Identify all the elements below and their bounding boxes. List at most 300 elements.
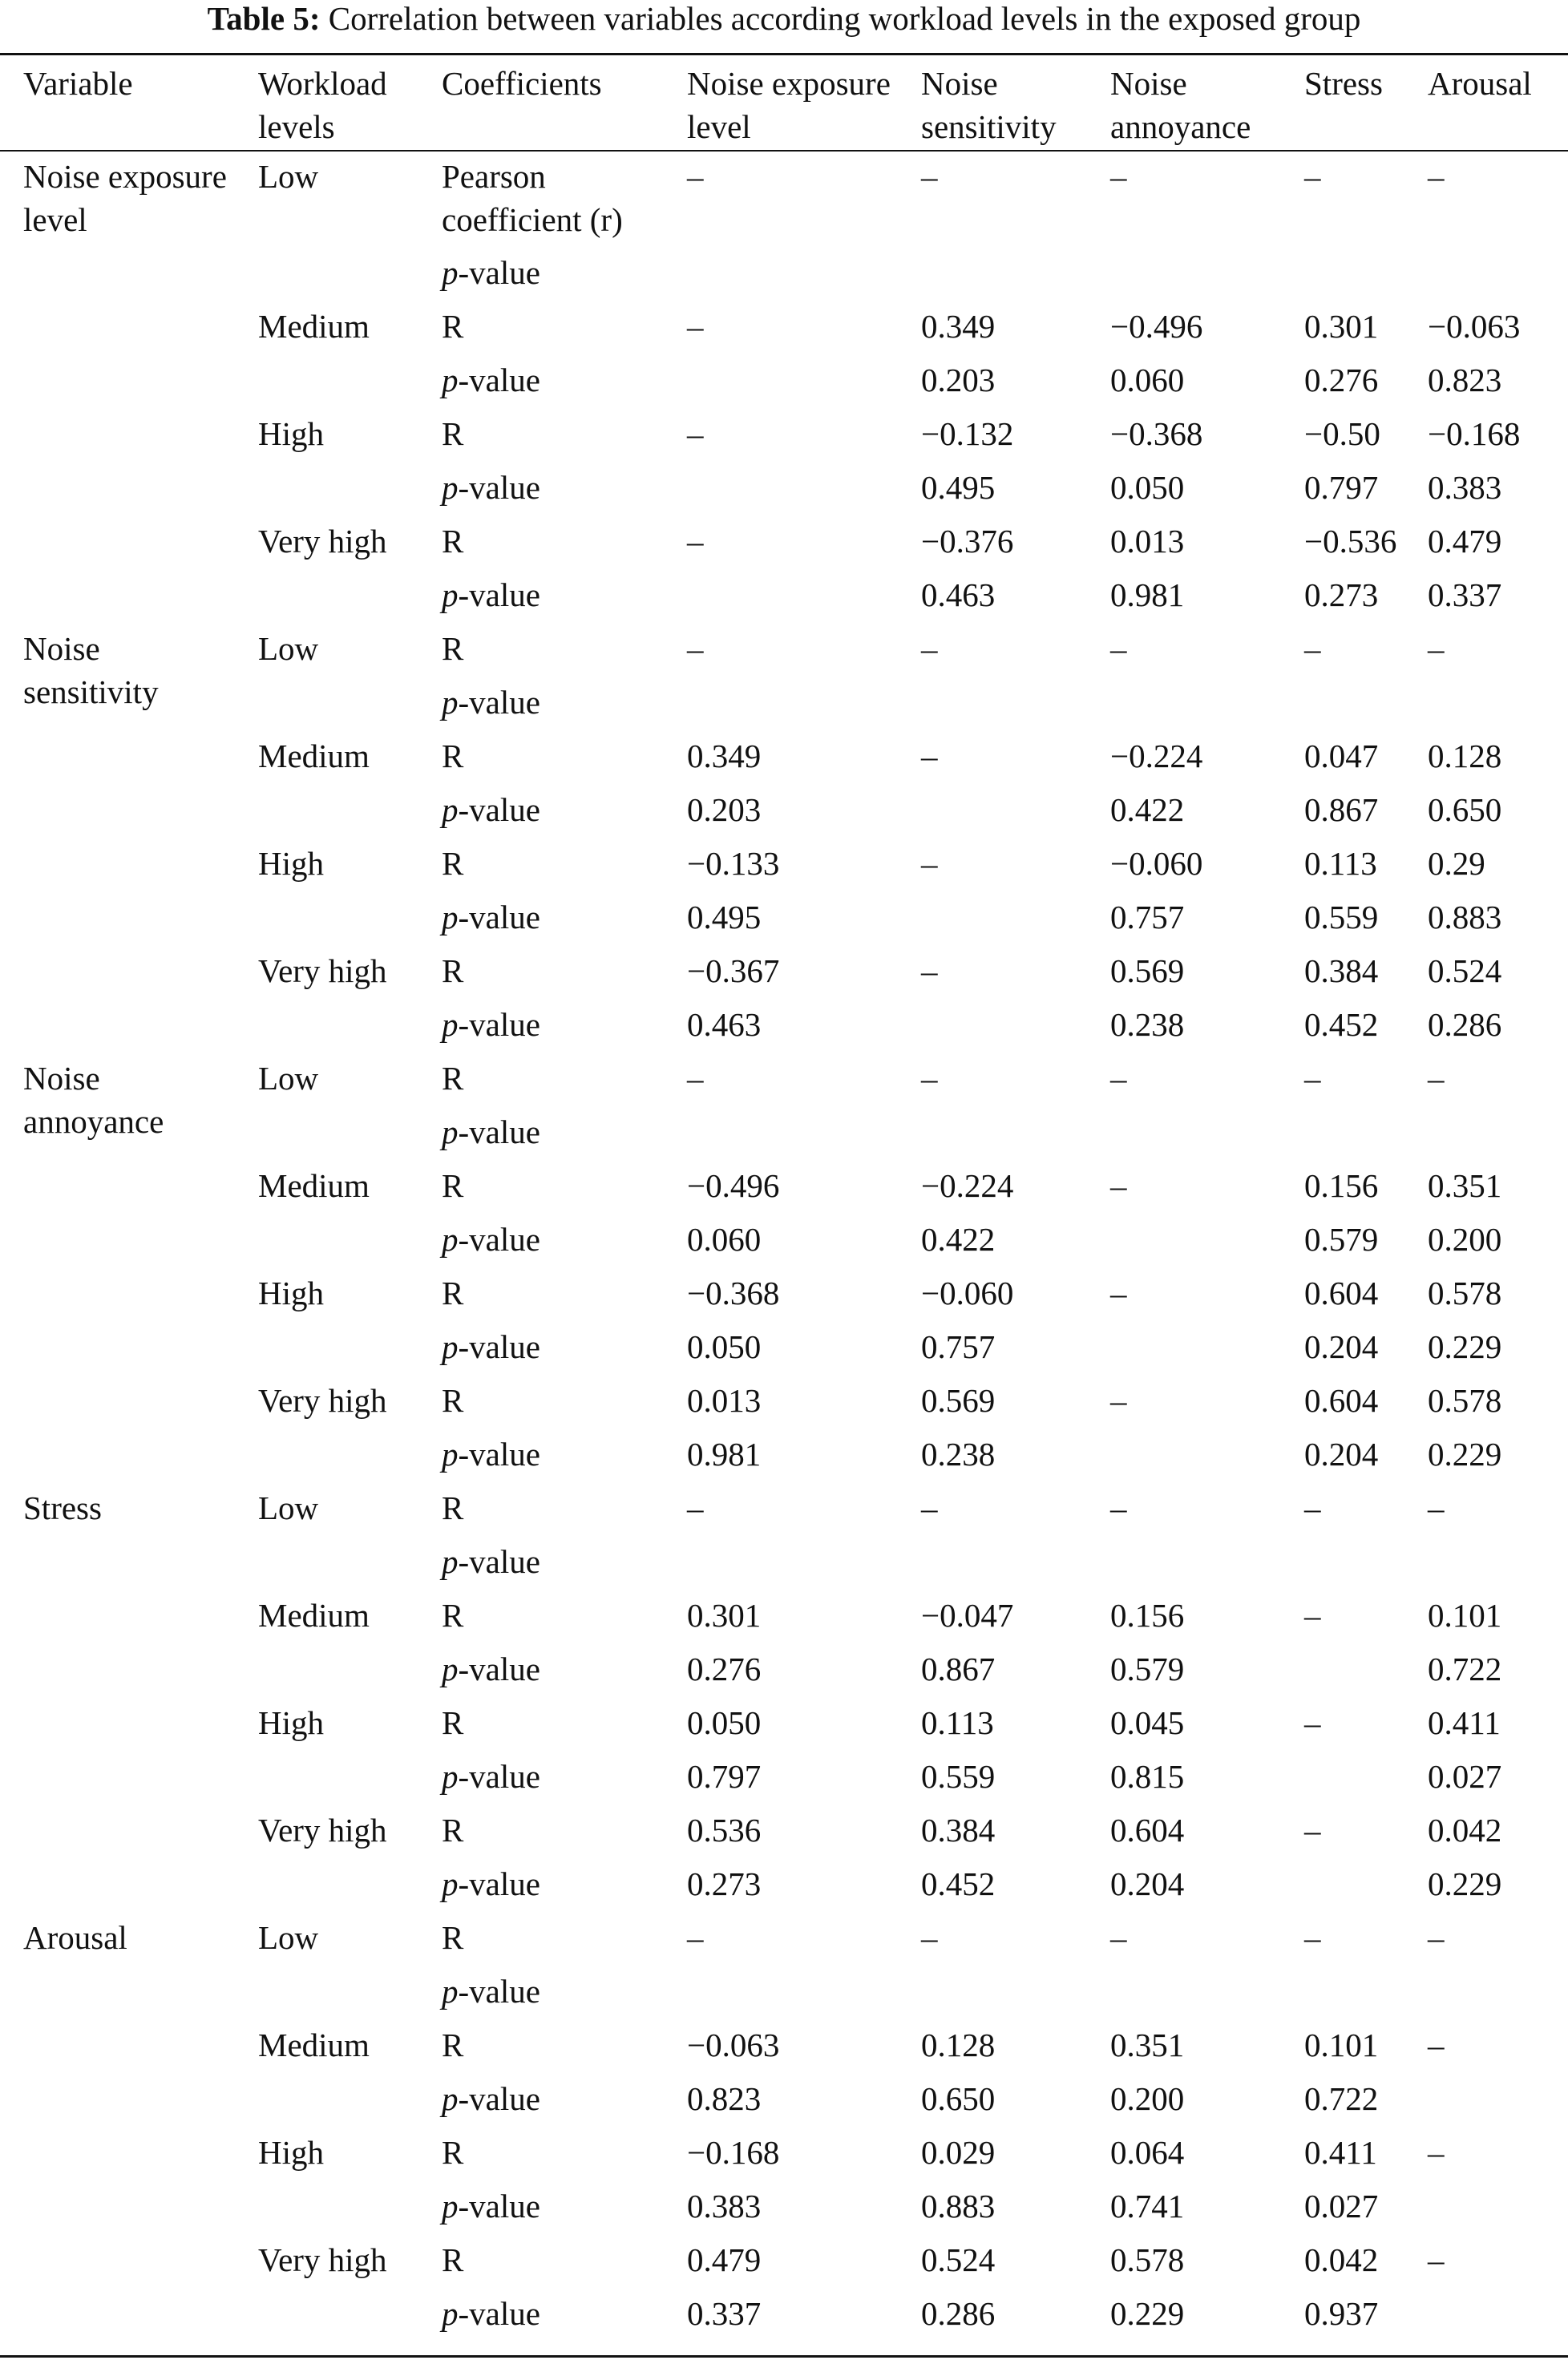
value-cell: −0.132	[921, 415, 1014, 452]
value-cell: 0.883	[921, 2188, 996, 2225]
value-cell: 0.203	[921, 362, 996, 398]
workload-level-cell	[235, 2072, 418, 2126]
coefficient-cell: p-value	[442, 1651, 540, 1687]
table-row	[0, 1267, 1568, 1320]
value-cell	[664, 1965, 898, 2019]
variable-cell	[0, 2126, 235, 2180]
value-cell: 0.422	[921, 1221, 996, 1258]
value-cell: −0.063	[1428, 308, 1521, 345]
value-cell	[1404, 2180, 1568, 2233]
coefficient-cell: R	[442, 1597, 464, 1634]
variable-cell	[0, 1320, 235, 1374]
value-cell: 0.204	[1110, 1865, 1185, 1902]
table-row	[0, 2233, 1568, 2287]
value-cell: 0.101	[1428, 1597, 1502, 1634]
coefficient-cell: R	[442, 1382, 464, 1419]
value-cell	[1404, 676, 1568, 729]
coefficient-cell: R	[442, 523, 464, 560]
variable-cell	[0, 1965, 235, 2019]
table-row	[0, 1105, 1568, 1159]
value-cell: –	[687, 523, 704, 560]
value-cell: 0.203	[687, 791, 762, 828]
value-cell: –	[1304, 1704, 1321, 1741]
table-row	[0, 944, 1568, 998]
value-cell: −0.168	[1428, 415, 1521, 452]
value-cell	[664, 246, 898, 300]
coefficient-cell: p-value	[442, 1006, 540, 1043]
value-cell: 0.064	[1110, 2134, 1185, 2171]
value-cell	[898, 891, 1087, 944]
value-cell	[664, 1105, 898, 1159]
workload-level-cell	[235, 461, 418, 515]
column-header: Workload levels	[258, 65, 387, 145]
value-cell: 0.286	[1428, 1006, 1502, 1043]
value-cell	[1087, 1320, 1281, 1374]
value-cell: –	[1110, 1060, 1127, 1097]
value-cell: 0.578	[1110, 2241, 1185, 2278]
table-row	[0, 1750, 1568, 1804]
table-row	[0, 1643, 1568, 1696]
table-row	[0, 2072, 1568, 2126]
table-row	[0, 1857, 1568, 1911]
variable-label: Arousal	[23, 1919, 127, 1956]
workload-level-cell: Medium	[258, 308, 370, 345]
value-cell	[898, 998, 1087, 1052]
value-cell: 0.757	[921, 1328, 996, 1365]
workload-level-cell	[235, 1965, 418, 2019]
value-cell: −0.047	[921, 1597, 1014, 1634]
value-cell: 0.937	[1304, 2295, 1379, 2332]
value-cell	[1087, 676, 1281, 729]
table-row	[0, 1589, 1568, 1643]
value-cell	[1281, 676, 1404, 729]
value-cell: –	[1304, 1060, 1321, 1097]
workload-level-cell: Low	[258, 630, 319, 667]
value-cell: 0.156	[1110, 1597, 1185, 1634]
value-cell: 0.524	[921, 2241, 996, 2278]
value-cell: 0.200	[1428, 1221, 1502, 1258]
value-cell: –	[1304, 630, 1321, 667]
workload-level-cell: Low	[258, 1060, 319, 1097]
value-cell	[1281, 1857, 1404, 1911]
value-cell	[898, 676, 1087, 729]
coefficient-cell: R	[442, 630, 464, 667]
coefficient-cell: p-value	[442, 899, 540, 936]
workload-level-cell: High	[258, 1704, 324, 1741]
value-cell: 0.045	[1110, 1704, 1185, 1741]
value-cell: −0.50	[1304, 415, 1380, 452]
value-cell	[1087, 1965, 1281, 2019]
value-cell: 0.383	[1428, 469, 1502, 506]
value-cell: −0.496	[1110, 308, 1203, 345]
value-cell: 0.578	[1428, 1275, 1502, 1311]
value-cell: –	[687, 1489, 704, 1526]
value-cell	[1281, 246, 1404, 300]
value-cell: –	[1428, 1919, 1445, 1956]
value-cell: 0.479	[687, 2241, 762, 2278]
workload-level-cell: Medium	[258, 1167, 370, 1204]
caption-text: Correlation between variables according workload levels in the exposed group	[328, 0, 1361, 37]
value-cell: 0.042	[1428, 1812, 1502, 1849]
coefficient-cell: R	[442, 845, 464, 882]
workload-level-cell	[235, 568, 418, 622]
value-cell	[664, 1535, 898, 1589]
coefficient-cell: p-value	[442, 254, 540, 291]
table-row	[0, 461, 1568, 515]
value-cell: 0.229	[1428, 1436, 1502, 1473]
value-cell: 0.536	[687, 1812, 762, 1849]
value-cell: −0.133	[687, 845, 780, 882]
value-cell	[1281, 1105, 1404, 1159]
value-cell: –	[1110, 1382, 1127, 1419]
value-cell: −0.367	[687, 952, 780, 989]
table-row	[0, 1804, 1568, 1857]
value-cell: –	[1428, 1060, 1445, 1097]
column-header: Arousal	[1428, 65, 1532, 102]
value-cell: 0.757	[1110, 899, 1185, 936]
variable-cell	[0, 622, 235, 710]
value-cell: –	[921, 630, 938, 667]
value-cell: 0.060	[687, 1221, 762, 1258]
value-cell: 0.722	[1304, 2080, 1379, 2117]
value-cell: −0.368	[1110, 415, 1203, 452]
header-row	[0, 55, 1568, 150]
variable-cell	[0, 1535, 235, 1589]
value-cell: 0.569	[1110, 952, 1185, 989]
value-cell	[898, 1965, 1087, 2019]
value-cell: 0.604	[1304, 1382, 1379, 1419]
value-cell: 0.349	[687, 738, 762, 774]
variable-cell	[0, 407, 235, 461]
value-cell: –	[1304, 1919, 1321, 1956]
value-cell: 0.349	[921, 308, 996, 345]
coefficient-cell: p-value	[442, 1436, 540, 1473]
variable-cell	[0, 1428, 235, 1481]
value-cell	[1087, 1213, 1281, 1267]
workload-level-cell	[235, 354, 418, 407]
table-row	[0, 676, 1568, 729]
value-cell	[1281, 1643, 1404, 1696]
value-cell: 0.050	[687, 1328, 762, 1365]
value-cell: 0.013	[687, 1382, 762, 1419]
coefficient-cell: R	[442, 1812, 464, 1849]
value-cell: 0.867	[921, 1651, 996, 1687]
value-cell	[1087, 1428, 1281, 1481]
value-cell: 0.867	[1304, 791, 1379, 828]
value-cell: –	[1304, 158, 1321, 195]
value-cell: −0.224	[921, 1167, 1014, 1204]
workload-level-cell	[235, 1535, 418, 1589]
table-caption	[0, 0, 1568, 36]
value-cell: 0.050	[1110, 469, 1185, 506]
value-cell: 0.579	[1110, 1651, 1185, 1687]
value-cell: –	[1428, 1489, 1445, 1526]
value-cell: 0.273	[687, 1865, 762, 1902]
workload-level-cell	[235, 1213, 418, 1267]
value-cell: 0.823	[1428, 362, 1502, 398]
value-cell: –	[1110, 1919, 1127, 1956]
value-cell: 0.238	[921, 1436, 996, 1473]
variable-cell	[0, 1804, 235, 1857]
value-cell: –	[921, 738, 938, 774]
value-cell	[1404, 1105, 1568, 1159]
table-row	[0, 1911, 1568, 1965]
value-cell: −0.368	[687, 1275, 780, 1311]
coefficient-cell: R	[442, 1167, 464, 1204]
workload-level-cell	[235, 2180, 418, 2233]
variable-cell	[0, 354, 235, 407]
variable-cell	[0, 2019, 235, 2072]
value-cell: 0.383	[687, 2188, 762, 2225]
coefficient-cell: R	[442, 1060, 464, 1097]
variable-cell	[0, 568, 235, 622]
value-cell: 0.495	[921, 469, 996, 506]
value-cell: −0.063	[687, 2027, 780, 2063]
value-cell: 0.229	[1428, 1865, 1502, 1902]
variable-cell	[0, 2180, 235, 2233]
table-row	[0, 1481, 1568, 1535]
value-cell	[1404, 1535, 1568, 1589]
table-row	[0, 407, 1568, 461]
value-cell	[898, 1105, 1087, 1159]
value-cell: 0.29	[1428, 845, 1485, 882]
table-row	[0, 2180, 1568, 2233]
value-cell: 0.604	[1304, 1275, 1379, 1311]
workload-level-cell: Low	[258, 1919, 319, 1956]
coefficient-cell: p-value	[442, 1113, 540, 1150]
table-body	[0, 150, 1568, 2341]
value-cell: 0.559	[1304, 899, 1379, 936]
value-cell: 0.238	[1110, 1006, 1185, 1043]
value-cell: –	[921, 1919, 938, 1956]
value-cell: 0.273	[1304, 576, 1379, 613]
value-cell: −0.060	[921, 1275, 1014, 1311]
coefficient-cell: p-value	[442, 2188, 540, 2225]
value-cell: 0.452	[1304, 1006, 1379, 1043]
value-cell: 0.128	[1428, 738, 1502, 774]
value-cell: 0.495	[687, 899, 762, 936]
value-cell: 0.797	[687, 1758, 762, 1795]
table-row	[0, 622, 1568, 676]
table-row	[0, 1320, 1568, 1374]
value-cell: 0.050	[687, 1704, 762, 1741]
coefficient-cell: Pearson coefficient (r)	[442, 158, 623, 238]
coefficient-cell: R	[442, 1489, 464, 1526]
value-cell	[664, 461, 898, 515]
variable-cell	[0, 891, 235, 944]
coefficient-cell: p-value	[442, 1865, 540, 1902]
value-cell: 0.286	[921, 2295, 996, 2332]
value-cell: –	[687, 308, 704, 345]
value-cell: 0.650	[921, 2080, 996, 2117]
table-row	[0, 2019, 1568, 2072]
value-cell: 0.351	[1428, 1167, 1502, 1204]
workload-level-cell	[235, 891, 418, 944]
value-cell: 0.722	[1428, 1651, 1502, 1687]
variable-label: Noise exposure level	[23, 158, 227, 238]
table-row	[0, 568, 1568, 622]
value-cell	[664, 354, 898, 407]
value-cell: 0.156	[1304, 1167, 1379, 1204]
value-cell: 0.569	[921, 1382, 996, 1419]
column-header: Noise exposure level	[687, 65, 891, 145]
coefficient-cell: R	[442, 1919, 464, 1956]
workload-level-cell	[235, 998, 418, 1052]
variable-cell	[0, 1159, 235, 1213]
value-cell: 0.013	[1110, 523, 1185, 560]
value-cell: –	[1304, 1597, 1321, 1634]
value-cell: 0.200	[1110, 2080, 1185, 2117]
value-cell: 0.060	[1110, 362, 1185, 398]
coefficient-cell: p-value	[442, 2295, 540, 2332]
workload-level-cell: High	[258, 1275, 324, 1311]
correlation-table	[0, 55, 1568, 2341]
workload-level-cell	[235, 246, 418, 300]
workload-level-cell	[235, 783, 418, 837]
coefficient-cell: R	[442, 308, 464, 345]
variable-cell	[0, 837, 235, 891]
variable-cell	[0, 2233, 235, 2287]
table-row	[0, 998, 1568, 1052]
value-cell	[1404, 2287, 1568, 2341]
value-cell: –	[921, 158, 938, 195]
table-row	[0, 1428, 1568, 1481]
variable-cell	[0, 515, 235, 568]
variable-cell	[0, 1643, 235, 1696]
workload-level-cell: Low	[258, 1489, 319, 1526]
workload-level-cell: Very high	[258, 952, 387, 989]
value-cell: 0.579	[1304, 1221, 1379, 1258]
value-cell: 0.128	[921, 2027, 996, 2063]
table-row	[0, 1052, 1568, 1105]
table-row	[0, 1696, 1568, 1750]
coefficient-cell: R	[442, 952, 464, 989]
variable-cell	[0, 150, 235, 246]
coefficient-cell: R	[442, 2027, 464, 2063]
value-cell: –	[1428, 2134, 1445, 2171]
value-cell: –	[1110, 1167, 1127, 1204]
value-cell	[1404, 246, 1568, 300]
value-cell: 0.797	[1304, 469, 1379, 506]
table-row	[0, 783, 1568, 837]
workload-level-cell: Low	[258, 158, 319, 195]
value-cell: –	[687, 415, 704, 452]
value-cell: –	[687, 1060, 704, 1097]
coefficient-cell: R	[442, 1275, 464, 1311]
value-cell	[664, 676, 898, 729]
workload-level-cell	[235, 2287, 418, 2341]
table-row	[0, 354, 1568, 407]
value-cell: –	[687, 1919, 704, 1956]
caption-label: Table 5:	[207, 0, 321, 37]
variable-cell	[0, 1750, 235, 1804]
value-cell: 0.815	[1110, 1758, 1185, 1795]
value-cell: 0.741	[1110, 2188, 1185, 2225]
workload-level-cell	[235, 1320, 418, 1374]
coefficient-cell: p-value	[442, 362, 540, 398]
workload-level-cell: Very high	[258, 1812, 387, 1849]
column-header: Stress	[1304, 65, 1383, 102]
value-cell: –	[921, 952, 938, 989]
table-row	[0, 246, 1568, 300]
coefficient-cell: R	[442, 738, 464, 774]
table-row	[0, 150, 1568, 246]
table-row	[0, 2126, 1568, 2180]
workload-level-cell: High	[258, 2134, 324, 2171]
table-row	[0, 1374, 1568, 1428]
value-cell	[1087, 1105, 1281, 1159]
column-header: Variable	[23, 65, 133, 102]
value-cell: –	[687, 158, 704, 195]
value-cell: 0.604	[1110, 1812, 1185, 1849]
value-cell: –	[921, 1060, 938, 1097]
variable-cell	[0, 944, 235, 998]
value-cell: 0.981	[687, 1436, 762, 1473]
value-cell: 0.650	[1428, 791, 1502, 828]
value-cell: –	[1110, 1489, 1127, 1526]
value-cell	[1404, 2072, 1568, 2126]
column-header: Noise sensitivity	[921, 65, 1057, 145]
table-row	[0, 1965, 1568, 2019]
variable-cell	[0, 1267, 235, 1320]
value-cell: 0.113	[921, 1704, 994, 1741]
value-cell: 0.101	[1304, 2027, 1379, 2063]
workload-level-cell	[235, 1428, 418, 1481]
workload-level-cell: High	[258, 845, 324, 882]
value-cell: −0.168	[687, 2134, 780, 2171]
value-cell	[664, 568, 898, 622]
workload-level-cell	[235, 1643, 418, 1696]
table-row	[0, 2287, 1568, 2341]
value-cell: −0.060	[1110, 845, 1203, 882]
value-cell: −0.224	[1110, 738, 1203, 774]
value-cell: 0.027	[1304, 2188, 1379, 2225]
value-cell	[898, 783, 1087, 837]
value-cell	[1281, 1965, 1404, 2019]
value-cell: 0.276	[687, 1651, 762, 1687]
value-cell	[898, 246, 1087, 300]
variable-cell	[0, 300, 235, 354]
coefficient-cell: p-value	[442, 576, 540, 613]
value-cell: –	[921, 845, 938, 882]
value-cell: 0.276	[1304, 362, 1379, 398]
value-cell: –	[1304, 1489, 1321, 1526]
value-cell: 0.578	[1428, 1382, 1502, 1419]
value-cell: 0.559	[921, 1758, 996, 1795]
variable-cell	[0, 783, 235, 837]
variable-cell	[0, 1589, 235, 1643]
value-cell	[1281, 1750, 1404, 1804]
variable-cell	[0, 729, 235, 783]
table-row	[0, 1159, 1568, 1213]
value-cell: 0.301	[1304, 308, 1379, 345]
value-cell: 0.411	[1304, 2134, 1377, 2171]
value-cell: –	[1428, 2241, 1445, 2278]
value-cell: 0.411	[1428, 1704, 1501, 1741]
value-cell: –	[1428, 2027, 1445, 2063]
value-cell: –	[1110, 158, 1127, 195]
value-cell: 0.204	[1304, 1328, 1379, 1365]
table-row	[0, 515, 1568, 568]
value-cell: –	[1428, 630, 1445, 667]
column-header: Coefficients	[442, 65, 602, 102]
value-cell: 0.351	[1110, 2027, 1185, 2063]
value-cell: 0.042	[1304, 2241, 1379, 2278]
value-cell	[1087, 246, 1281, 300]
value-cell: 0.463	[687, 1006, 762, 1043]
value-cell: –	[1304, 1812, 1321, 1849]
value-cell: 0.337	[1428, 576, 1502, 613]
